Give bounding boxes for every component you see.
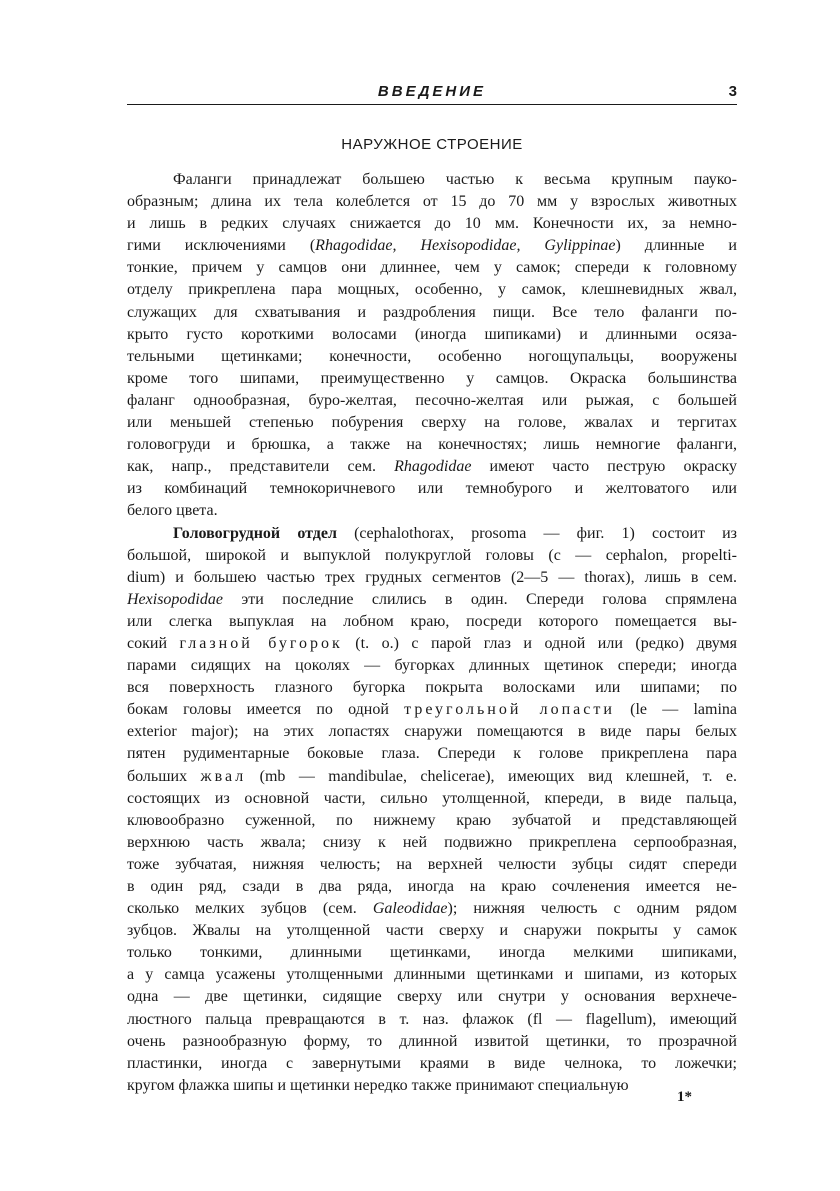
text-run: сколько мелких зубцов (сем. xyxy=(127,900,373,918)
text-run: и лишь в редких случаях снижается до 10 мм. Конечности их, за немно- xyxy=(127,215,737,233)
latin-taxon: Hexisopodidae xyxy=(127,590,223,608)
header-rule xyxy=(127,104,737,105)
text-line xyxy=(127,390,737,412)
text-run: Фаланги принадлежат большею частью к весьма крупным пауко- xyxy=(173,171,737,188)
text-line xyxy=(127,279,737,301)
page-number: 3 xyxy=(728,83,737,100)
text-run: зубцов. Жвалы на утолщенной части сверху и снаружи покрыты у самок xyxy=(127,922,737,940)
text-run: (mb — mandibulae, chelicerae), имеющих вид клешней, т. е. xyxy=(246,767,737,785)
spaced-term: треугольной лопасти xyxy=(404,701,615,719)
running-head xyxy=(127,80,737,106)
text-run: крыто густо короткими волосами (иногда шипиками) и длинными осяза- xyxy=(127,325,737,343)
text-line xyxy=(127,302,737,324)
text-line xyxy=(127,832,737,854)
text-run: служащих для схватывания и раздробления пищи. Все тело фаланги по- xyxy=(127,303,737,321)
text-run: из комбинаций темнокоричневого или темнобурого и желтоватого или xyxy=(127,480,737,498)
text-run: как, напр., представители сем. xyxy=(127,458,395,476)
text-line xyxy=(127,633,737,655)
text-run: очень разнообразную форму, то длинной извитой щетинки, то прозрачной xyxy=(127,1032,737,1050)
text-run: фаланг однообразная, буро-желтая, песочно-желтая или рыжая, с большей xyxy=(127,391,737,409)
text-line xyxy=(127,611,737,633)
text-line xyxy=(127,434,737,456)
text-line xyxy=(127,191,737,213)
text-run: вся поверхность глазного бугорка покрыта волосками или шипами; по xyxy=(127,679,737,697)
text-line xyxy=(127,1053,737,1075)
text-run: пятен рудиментарные боковые глаза. Спереди к голове прикреплена пара xyxy=(127,745,737,763)
text-run: ) длинные и xyxy=(615,237,737,255)
text-line xyxy=(127,1009,737,1031)
text-line xyxy=(127,213,737,235)
text-run: головогруди и брюшка, а также на конечностях; лишь немногие фаланги, xyxy=(127,436,737,454)
paragraph-external-structure xyxy=(127,169,737,523)
text-line xyxy=(127,854,737,876)
section-title: НАРУЖНОЕ СТРОЕНИЕ xyxy=(341,136,523,153)
text-line xyxy=(127,743,737,765)
text-line xyxy=(127,677,737,699)
text-line xyxy=(127,1075,737,1097)
text-run: пластинки, иногда с завернутыми краями в виде челнока, то ложечки; xyxy=(127,1054,737,1072)
text-run: одна — две щетинки, сидящие сверху или снутри у основания верхнече- xyxy=(127,988,737,1006)
latin-taxon: Rhagodidae xyxy=(394,458,472,476)
text-line xyxy=(127,1031,737,1053)
text-run: dium) и большею частью трех грудных сегментов (2—5 — thorax), лишь в сем. xyxy=(127,568,737,586)
text-run: эти последние слились в один. Спереди голова спрямлена xyxy=(222,590,737,608)
text-run: кругом флажка шипы и щетинки нередко также принимают специальную xyxy=(127,1076,629,1094)
text-line xyxy=(127,898,737,920)
text-line xyxy=(127,478,737,500)
spaced-term: жвал xyxy=(200,767,247,785)
text-run: парами сидящих на цоколях — бугорках длинных щетинок спереди; иногда xyxy=(127,657,737,675)
text-line xyxy=(127,567,737,589)
text-line xyxy=(127,699,737,721)
text-run: кроме того шипами, преимущественно у самцов. Окраска большинства xyxy=(127,369,737,387)
latin-taxon: Galeodidae xyxy=(372,900,448,918)
text-line xyxy=(127,810,737,832)
spaced-term: глазной бугорок xyxy=(179,634,343,652)
text-run: exterior major); на этих лопастях снаружи помещаются в виде пары белых xyxy=(127,723,737,741)
text-line xyxy=(127,964,737,986)
text-run: тонкие, причем у самцов они длиннее, чем у самок; спереди к головному xyxy=(127,259,737,277)
text-line xyxy=(127,942,737,964)
text-run: (le — lamina xyxy=(614,701,737,719)
text-line xyxy=(127,169,737,191)
text-line xyxy=(127,257,737,279)
text-run: а у самца усажены утолщенными длинными щетинками и шипами, из которых xyxy=(127,966,737,984)
text-line xyxy=(127,766,737,788)
running-title: ВВЕДЕНИЕ xyxy=(377,83,487,100)
text-line xyxy=(127,412,737,434)
text-line xyxy=(127,324,737,346)
latin-taxon: Rhagodidae, Hexisopodidae, Gylippinae xyxy=(315,237,616,255)
text-run: тоже зубчатая, нижняя челюсть; на верхней челюсти зубцы сидят спереди xyxy=(127,855,737,873)
text-run: гими исключениями ( xyxy=(127,237,316,255)
text-run: тельными щетинками; конечности, особенно ногощупальцы, вооружены xyxy=(127,347,737,365)
text-run: верхнюю часть жвала; снизу к ней подвижно прикреплена серпообразная, xyxy=(127,833,737,851)
text-line xyxy=(127,523,737,545)
text-run: в один ряд, сзади в два ряда, иногда на краю сочленения имеется не- xyxy=(127,878,737,895)
text-run: клювообразно суженной, по нижнему краю зубчатой и представляющей xyxy=(127,811,737,829)
text-run: сокий xyxy=(127,634,180,652)
text-run: (cephalothorax, prosoma — фиг. 1) состоит из xyxy=(336,524,737,542)
text-run: образным; длина их тела колеблется от 15 до 70 мм у взрослых животных xyxy=(127,193,737,211)
text-line xyxy=(127,545,737,567)
text-run: ); нижняя челюсть с одним рядом xyxy=(447,900,737,918)
text-line xyxy=(127,589,737,611)
text-run: (t. o.) с парой глаз и одной или (редко) двумя xyxy=(342,634,737,652)
text-run: только тонкими, длинными щетинками, иногда мелкими шипиками, xyxy=(127,944,737,962)
text-line xyxy=(127,986,737,1008)
text-run: белого цвета. xyxy=(127,502,218,520)
text-line xyxy=(127,346,737,368)
text-line xyxy=(127,500,737,522)
text-line xyxy=(127,920,737,942)
text-line xyxy=(127,235,737,257)
text-line xyxy=(127,721,737,743)
text-run: имеют часто пеструю окраску xyxy=(471,458,737,476)
text-run: отделу прикреплена пара мощных, особенно, у самок, клешневидных жвал, xyxy=(127,281,737,299)
body-text xyxy=(127,169,737,1097)
paragraph-cephalothorax xyxy=(127,523,737,1097)
text-line xyxy=(127,368,737,390)
bold-term: Головогрудной отдел xyxy=(173,524,337,542)
text-line xyxy=(127,876,737,898)
text-run: большой, широкой и выпуклой полукруглой головы (с — cephalon, propelti- xyxy=(127,546,737,564)
text-run: люстного пальца превращаются в т. наз. флажок (fl — flagellum), имеющий xyxy=(127,1010,737,1028)
text-run: больших xyxy=(127,767,201,785)
text-run: бокам головы имеется по одной xyxy=(127,701,405,719)
text-line xyxy=(127,456,737,478)
text-run: состоящих из основной части, сильно утолщенной, кпереди, в виде пальца, xyxy=(127,789,737,807)
signature-mark: 1* xyxy=(677,1089,692,1105)
text-run: или слегка выпуклая на лобном краю, посреди которого помещается вы- xyxy=(127,612,737,630)
text-line xyxy=(127,655,737,677)
text-line xyxy=(127,788,737,810)
text-run: или меньшей степенью побурения сверху на голове, жвалах и тергитах xyxy=(127,414,737,432)
